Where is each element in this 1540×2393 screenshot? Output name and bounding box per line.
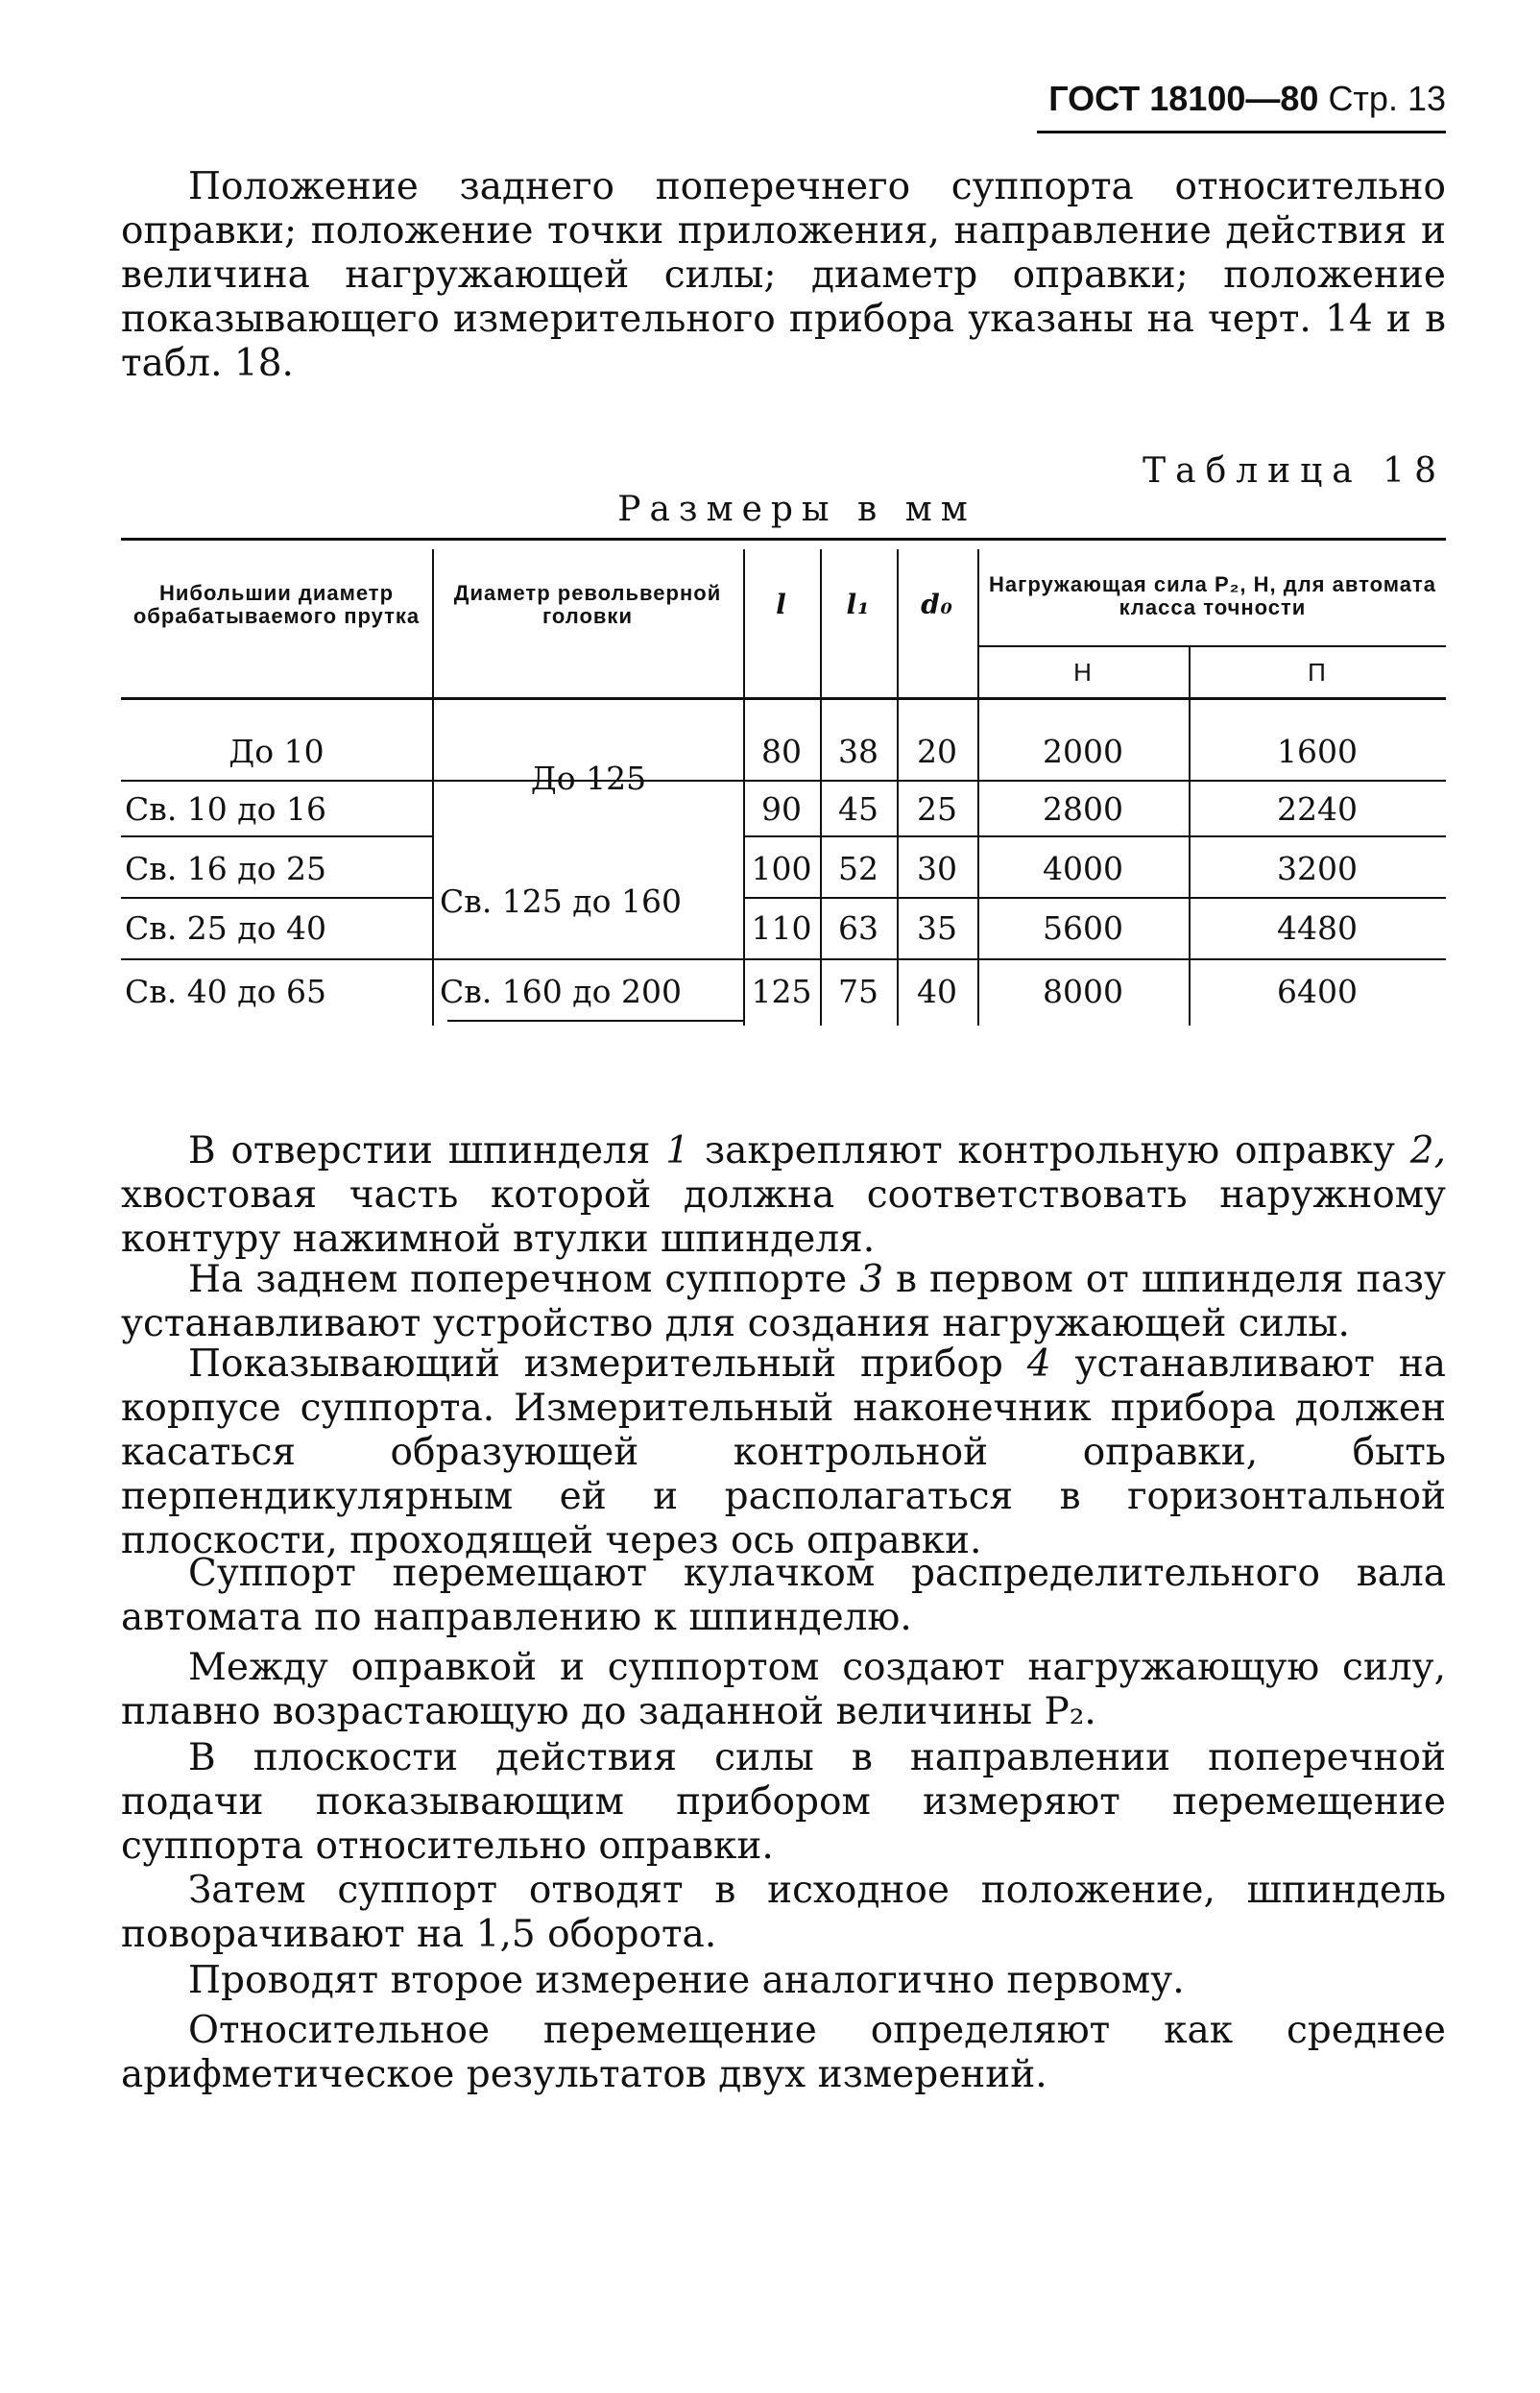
table-cell-force-h: 4000 [1043, 849, 1123, 887]
table-title: Таблица 18 [1143, 451, 1446, 491]
header-d0: d₀ [921, 589, 953, 620]
header-head-diameter: Диаметр револьверной головки [453, 581, 722, 628]
table-cell-l1: 52 [838, 849, 878, 887]
header-class-p: П [1308, 658, 1327, 687]
table-cell-force-p: 3200 [1277, 849, 1358, 887]
table-cell-bar: Св. 16 до 25 [125, 849, 326, 887]
table-cell-head-group: Св. 160 до 200 [440, 972, 682, 1010]
table-18 [121, 538, 1446, 1026]
header-class-h: Н [1073, 658, 1093, 687]
table-cell-l: 100 [751, 849, 812, 887]
header-force: Нагружающая сила P₂, Н, для автомата класса точности [989, 572, 1436, 619]
table-cell-bar: До 10 [229, 732, 325, 770]
table-cell-bar: Св. 25 до 40 [125, 908, 326, 947]
table-cell-l: 110 [751, 908, 812, 947]
table-cell-d0: 30 [917, 849, 957, 887]
body-paragraph: Показывающий измерительный прибор 4 устанавливают на корпусе суппорта. Измерительный наконечник прибора должен касаться образующей контрольной оправки, быть перпендикулярным ей и располагаться в горизонтальной плоскости, проходящей через ось оправки. [121, 1342, 1446, 1562]
table-cell-force-h: 8000 [1043, 972, 1123, 1010]
body-paragraph: Проводят второе измерение аналогично первому. [188, 1959, 1185, 2002]
table-cell-force-h: 2000 [1043, 732, 1123, 770]
intro-paragraph: Положение заднего поперечнего суппорта относительно оправки; положение точки приложения, направление действия и величина нагружающей силы; диаметр оправки; положение показывающего измерительного прибора указаны на черт. 14 и в табл. 18. [121, 165, 1446, 385]
body-paragraph: Суппорт перемещают кулачком распределительного вала автомата по направлению к шпинделю. [121, 1552, 1446, 1639]
table-cell-force-h: 5600 [1043, 908, 1123, 947]
standard-number: ГОСТ 18100—80 [1048, 79, 1319, 118]
table-cell-bar: Св. 40 до 65 [125, 972, 326, 1010]
table-cell-l1: 63 [838, 908, 878, 947]
table-cell-l: 125 [751, 972, 812, 1010]
table-cell-bar: Св. 10 до 16 [125, 789, 326, 828]
table-cell-head-group: До 125 [530, 759, 647, 797]
body-paragraph: В плоскости действия силы в направлении поперечной подачи показывающим прибором измеряют перемещение суппорта относительно оправки. [121, 1736, 1446, 1868]
header-l1: l₁ [846, 589, 871, 620]
table-cell-l1: 75 [838, 972, 878, 1010]
table-cell-force-p: 4480 [1277, 908, 1358, 947]
table-cell-d0: 20 [917, 732, 957, 770]
table-cell-force-p: 6400 [1277, 972, 1358, 1010]
table-cell-force-p: 2240 [1277, 789, 1358, 828]
table-cell-force-h: 2800 [1043, 789, 1123, 828]
table-units: Размеры в мм [617, 490, 976, 529]
body-paragraph: На заднем поперечном суппорте 3 в первом от шпинделя пазу устанавливают устройство для создания нагружающей силы. [121, 1258, 1447, 1345]
body-paragraph: Относительное перемещение определяют как среднее арифметическое результатов двух измерений. [121, 2009, 1446, 2096]
header-l: l [776, 589, 787, 620]
table-cell-l: 90 [761, 789, 802, 828]
table-cell-l1: 45 [838, 789, 878, 828]
table-cell-l: 80 [761, 732, 802, 770]
body-paragraph: В отверстии шпинделя 1 закрепляют контрольную оправку 2, хвостовая часть которой должна соответствовать наружному контуру нажимной втулки шпинделя. [121, 1129, 1446, 1261]
table-cell-d0: 40 [917, 972, 957, 1010]
table-cell-d0: 25 [917, 789, 957, 828]
page-number: Стр. 13 [1328, 79, 1446, 118]
table-cell-head-group: Св. 125 до 160 [440, 882, 682, 920]
body-paragraph: Затем суппорт отводят в исходное положение, шпиндель поворачивают на 1,5 оборота. [121, 1869, 1446, 1956]
table-cell-force-p: 1600 [1277, 732, 1358, 770]
table-cell-l1: 38 [838, 732, 878, 770]
body-paragraph: Между оправкой и суппортом создают нагружающую силу, плавно возрастающую до заданной величины P₂. [121, 1646, 1446, 1733]
page-header [1037, 79, 1446, 133]
table-cell-d0: 35 [917, 908, 957, 947]
header-bar-diameter: Нибольшии диаметр обрабатываемого прутка [132, 581, 421, 628]
